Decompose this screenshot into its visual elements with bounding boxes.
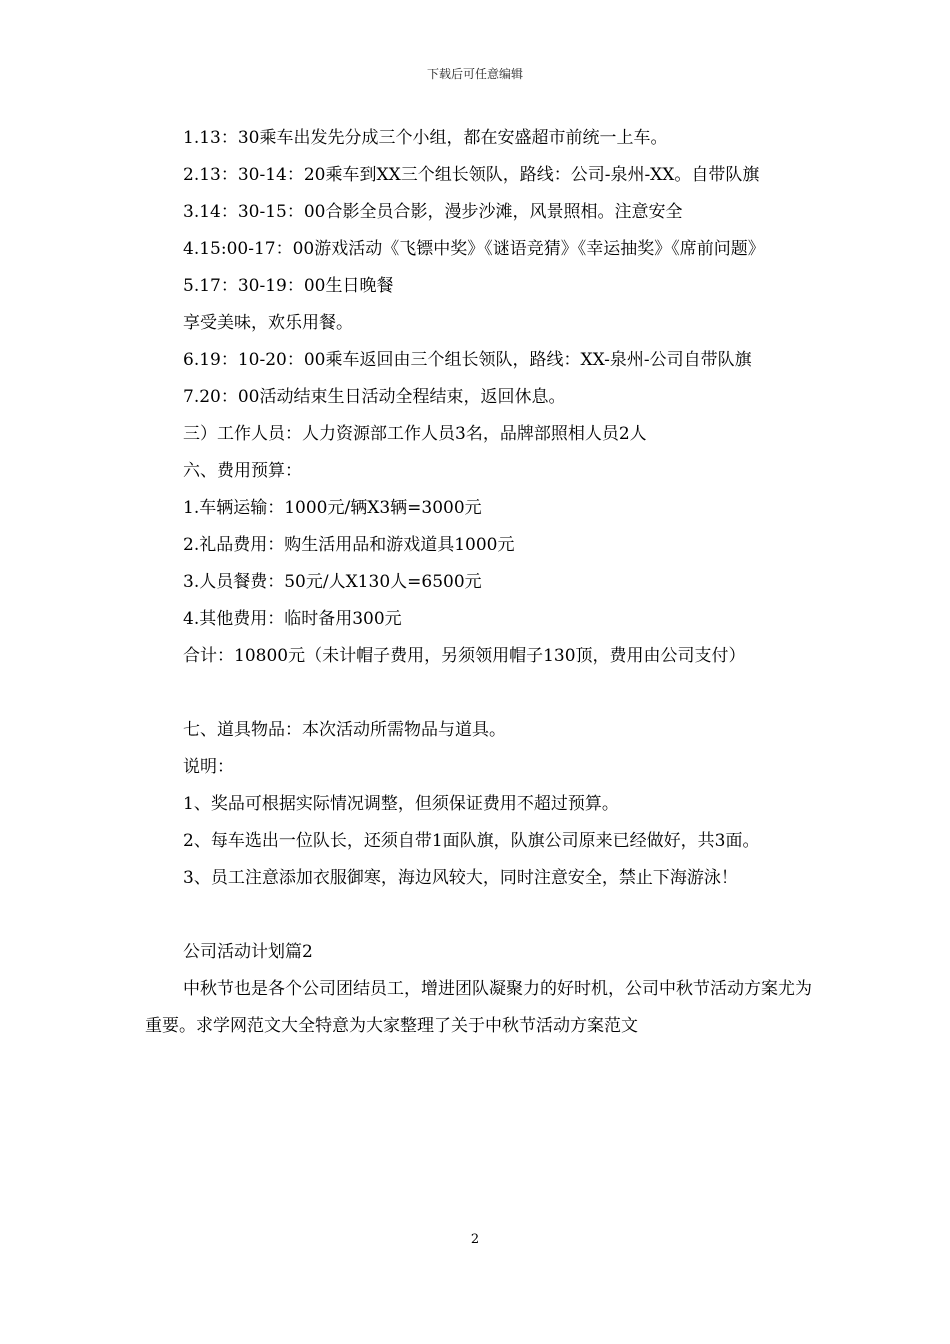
document-body (145, 120, 815, 1045)
budget-item-2: 2.礼品费用：购生活用品和游戏道具1000元 (183, 535, 515, 555)
props-heading: 七、道具物品：本次活动所需物品与道具。 (183, 720, 506, 740)
schedule-item-5: 5.17：30-19：00生日晚餐 (183, 276, 394, 296)
intro-paragraph: 中秋节也是各个公司团结员工，增进团队凝聚力的好时机，公司中秋节活动方案尤为重要。求学网范文大全特意为大家整理了关于中秋节活动方案范文 (145, 979, 812, 1036)
blank-line (145, 675, 815, 712)
budget-total: 合计：10800元（未计帽子费用，另须领用帽子130顶，费用由公司支付） (183, 646, 746, 666)
note-item-1: 1、奖品可根据实际情况调整，但须保证费用不超过预算。 (183, 794, 619, 814)
schedule-item-1: 1.13：30乘车出发先分成三个小组，都在安盛超市前统一上车。 (183, 128, 668, 148)
page-number: 2 (470, 1232, 480, 1247)
note-item-2: 2、每车选出一位队长，还须自带1面队旗，队旗公司原来已经做好，共3面。 (183, 831, 760, 851)
budget-item-3: 3.人员餐费：50元/人X130人=6500元 (183, 572, 482, 592)
budget-item-1: 1.车辆运输：1000元/辆X3辆=3000元 (183, 498, 482, 518)
notes-heading: 说明： (183, 757, 234, 777)
schedule-item-3: 3.14：30-15：00合影全员合影，漫步沙滩，风景照相。注意安全 (183, 202, 683, 222)
schedule-item-2: 2.13：30-14：20乘车到XX三个组长领队，路线：公司-泉州-XX。自带队旗 (183, 165, 760, 185)
budget-heading: 六、费用预算： (183, 461, 302, 481)
staff-section: 三）工作人员：人力资源部工作人员3名，品牌部照相人员2人 (183, 424, 647, 444)
section-title-2: 公司活动计划篇2 (183, 942, 313, 962)
schedule-item-4: 4.15:00-17：00游戏活动《飞镖中奖》《谜语竞猜》《幸运抽奖》《席前问题》 (183, 239, 765, 259)
blank-line (145, 897, 815, 934)
schedule-item-6: 6.19：10-20：00乘车返回由三个组长领队，路线：XX-泉州-公司自带队旗 (183, 350, 752, 370)
schedule-item-7: 7.20：00活动结束生日活动全程结束，返回休息。 (183, 387, 566, 407)
header-note: 下载后可任意编辑 (426, 67, 523, 81)
budget-item-4: 4.其他费用：临时备用300元 (183, 609, 402, 629)
note-item-3: 3、员工注意添加衣服御寒，海边风较大，同时注意安全，禁止下海游泳！ (183, 868, 738, 888)
schedule-item-5-note: 享受美味，欢乐用餐。 (183, 313, 353, 333)
